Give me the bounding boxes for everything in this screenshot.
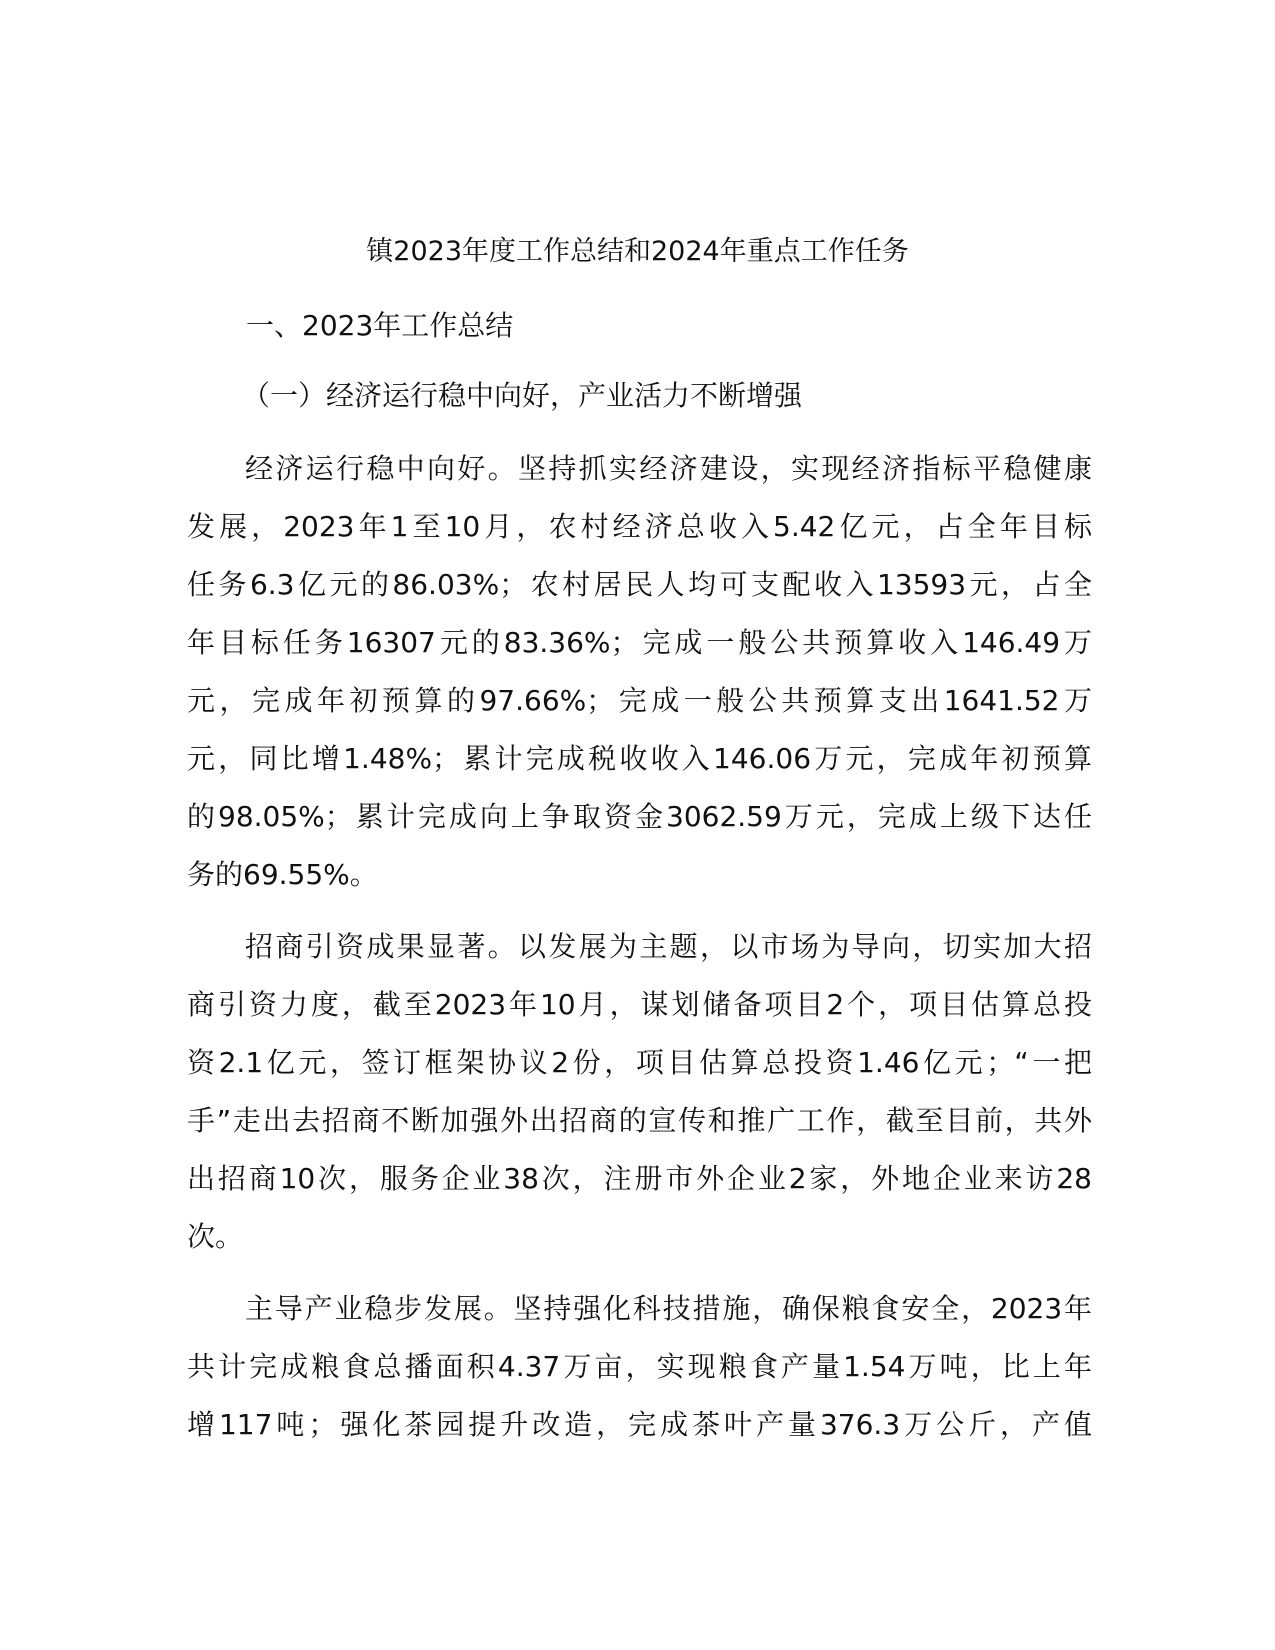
paragraph-industry (187, 1280, 1092, 1454)
document-title: 镇2023年度工作总结和2024年重点工作任务 (366, 236, 909, 267)
paragraph-investment (187, 918, 1092, 1266)
paragraph-line: 手”走出去招商不断加强外出招商的宣传和推广工作，截至目前，共外 (187, 1104, 1092, 1137)
paragraph-line: 招商引资成果显著。以发展为主题，以市场为导向，切实加大招 (245, 930, 1092, 963)
paragraph-line: 元，同比增1.48%；累计完成税收收入146.06万元，完成年初预算 (187, 742, 1092, 775)
paragraph-line: 出招商10次，服务企业38次，注册市外企业2家，外地企业来访28 (187, 1162, 1092, 1195)
subsection-heading: （一）经济运行稳中向好，产业活力不断增强 (242, 379, 803, 412)
paragraph-line: 务的69.55%。 (187, 858, 378, 891)
paragraph-line: 次。 (187, 1220, 244, 1253)
section-heading: 一、2023年工作总结 (246, 309, 514, 342)
paragraph-line: 增117吨；强化茶园提升改造，完成茶叶产量376.3万公斤，产值 (187, 1408, 1092, 1441)
paragraph-line: 主导产业稳步发展。坚持强化科技措施，确保粮食安全，2023年 (245, 1292, 1092, 1325)
paragraph-line: 年目标任务16307元的83.36%；完成一般公共预算收入146.49万 (187, 626, 1092, 659)
paragraph-line: 任务6.3亿元的86.03%；农村居民人均可支配收入13593元，占全 (187, 568, 1092, 601)
paragraph-line: 资2.1亿元，签订框架协议2份，项目估算总投资1.46亿元；“一把 (187, 1046, 1092, 1079)
paragraph-line: 商引资力度，截至2023年10月，谋划储备项目2个，项目估算总投 (187, 988, 1092, 1021)
paragraph-line: 元，完成年初预算的97.66%；完成一般公共预算支出1641.52万 (187, 684, 1092, 717)
paragraph-line: 的98.05%；累计完成向上争取资金3062.59万元，完成上级下达任 (187, 800, 1092, 833)
paragraph-line: 发展，2023年1至10月，农村经济总收入5.42亿元，占全年目标 (187, 510, 1092, 543)
paragraph-line: 共计完成粮食总播面积4.37万亩，实现粮食产量1.54万吨，比上年 (187, 1350, 1092, 1383)
paragraph-line: 经济运行稳中向好。坚持抓实经济建设，实现经济指标平稳健康 (245, 452, 1092, 485)
paragraph-economy (187, 440, 1092, 904)
